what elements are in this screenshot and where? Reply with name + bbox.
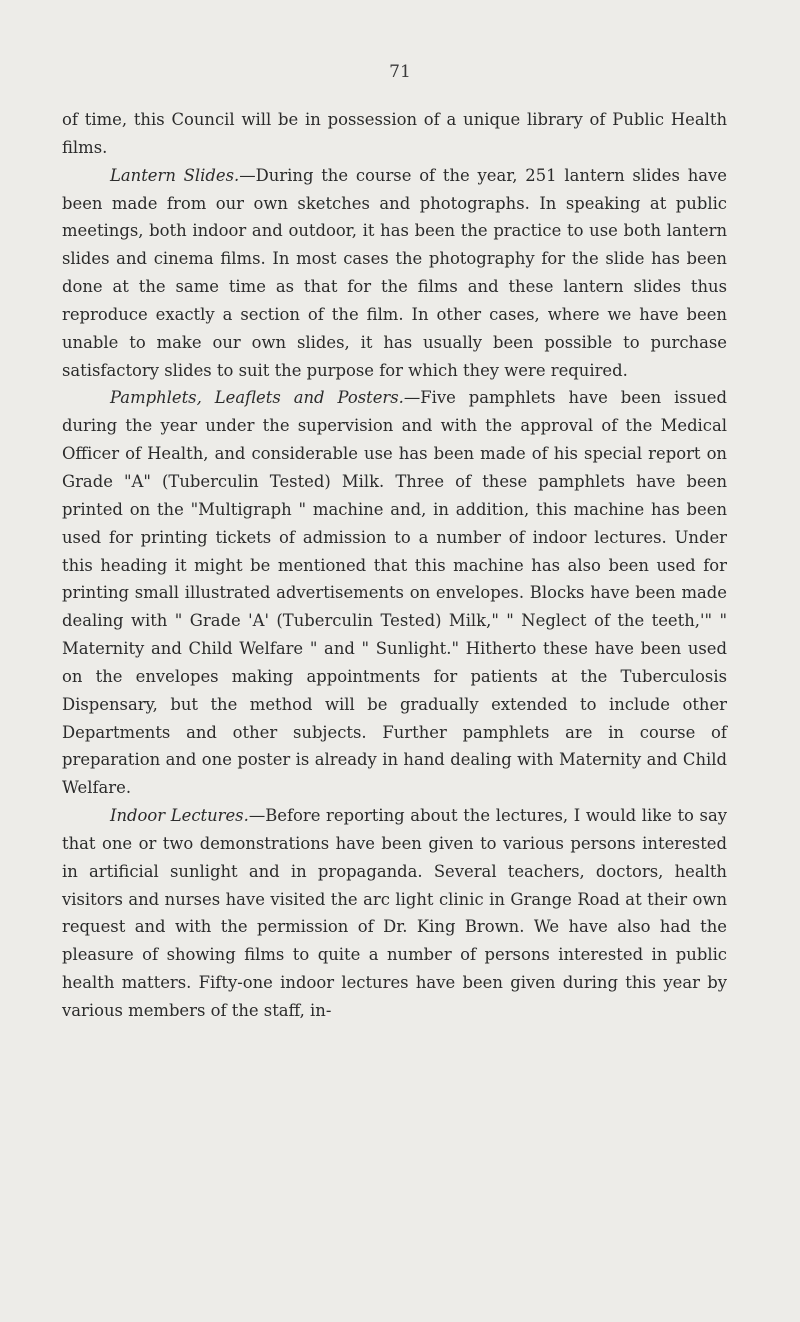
heading-pamphlets: Pamphlets, Leaflets and Posters. (110, 388, 404, 408)
heading-indoor-lectures: Indoor Lectures. (110, 806, 249, 826)
paragraph-lantern-slides (62, 162, 727, 385)
text-indoor-lectures: —Before reporting about the lectures, I would like to say that one or two demonstrations have been given to various persons interested in artificial sunlight and in propaganda. Several teachers, doctors, health visitors and nurses have visited the arc light clinic in Grange Road at their own request and with the permission of Dr. King Brown. We have also had the pleasure of showing films to quite a number of persons interested in public health matters. Fifty-one indoor lectures have been given during this year by various members of the staff, in- (62, 806, 727, 1020)
paragraph-pamphlets (62, 384, 727, 802)
page-number: 71 (389, 62, 411, 82)
heading-lantern-slides: Lantern Slides. (110, 165, 240, 185)
page-text (62, 106, 727, 1025)
text-pamphlets: —Five pamphlets have been issued during the year under the supervision and with the approval of the Medical Officer of Health, and considerable use has been made of his special report on Grade "A" (Tuberculin Tested) Milk. Three of these pamphlets have been printed on the "Multigraph " machine and, in addition, this machine has been used for printing tickets of admission to a number of indoor lectures. Under this heading it might be mentioned that this machine has also been used for printing small illustrated advertisements on envelopes. Blocks have been made dealing with " Grade 'A' (Tuberculin Tested) Milk," " Neglect of the teeth,'" " Maternity and Child Welfare " and " Sunlight." Hitherto these have been used on the envelopes making appointments for patients at the Tuberculosis Dispensary, but the method will be gradually extended to include other Departments and other subjects. Further pamphlets are in course of preparation and one poster is already in hand dealing with Maternity and Child Welfare. (62, 388, 727, 798)
text-lantern-slides: —During the course of the year, 251 lantern slides have been made from our own sketches and photographs. In speaking at public meetings, both indoor and outdoor, it has been the practice to use both lantern slides and cinema films. In most cases the photography for the slide has been done at the same time as that for the films and these lantern slides thus reproduce exactly a section of the film. In other cases, where we have been unable to make our own slides, it has usually been possible to purchase satisfactory slides to suit the purpose for which they were required. (62, 165, 727, 380)
paragraph-indoor-lectures (62, 802, 727, 1025)
paragraph-continuation: of time, this Council will be in possession of a unique library of Public Health films. (62, 110, 727, 157)
